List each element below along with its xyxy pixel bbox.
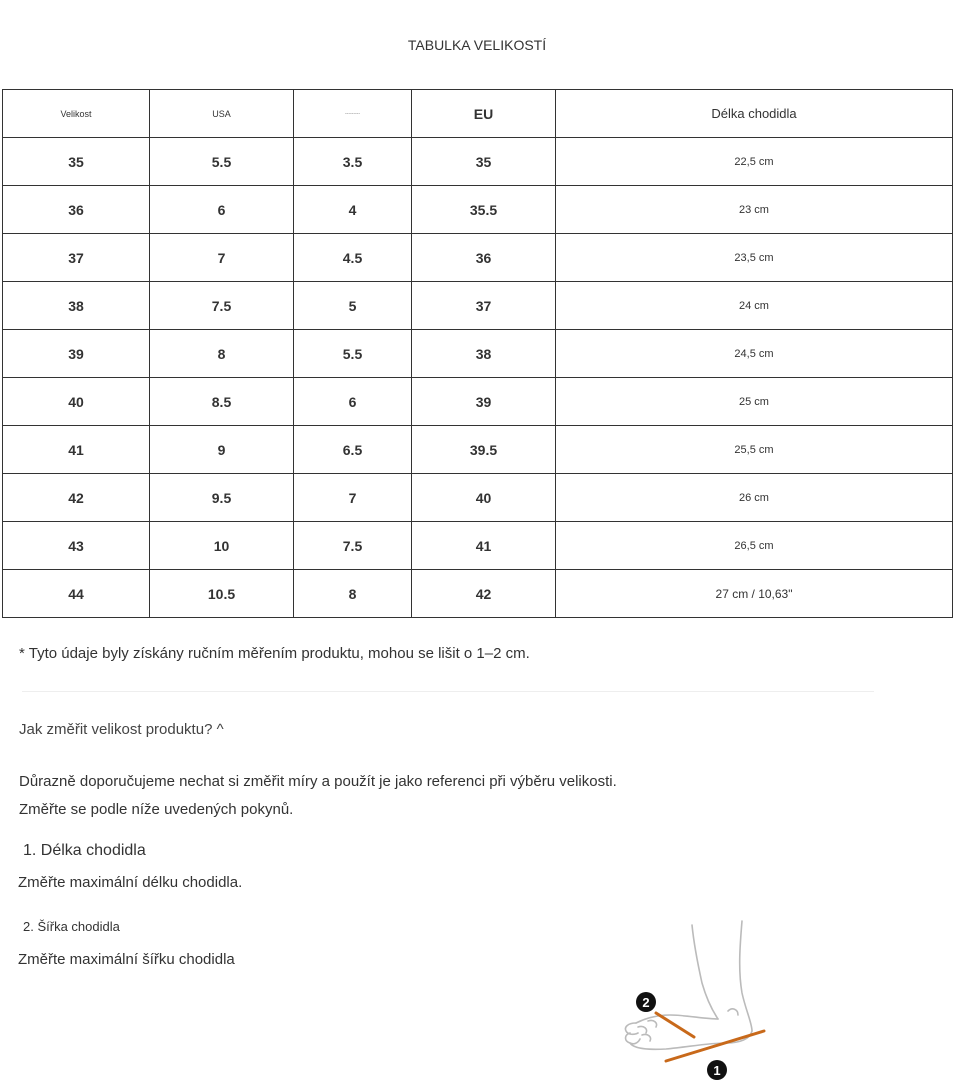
cell-eu: 42 — [412, 570, 556, 618]
instructions-text: Změřte se podle níže uvedených pokynů. — [19, 801, 294, 818]
cell-uk: 6.5 — [294, 426, 412, 474]
cell-eu: 36 — [412, 234, 556, 282]
marker-1-badge — [707, 1060, 727, 1080]
cell-uk: 4.5 — [294, 234, 412, 282]
cell-usa: 10 — [150, 522, 294, 570]
table-row — [3, 522, 953, 570]
recommendation-text: Důrazně doporučujeme nechat si změřit míry a použít je jako referenci při výběru velikosti. — [19, 773, 617, 790]
length-measure-line — [666, 1031, 764, 1061]
header-eu: EU — [412, 90, 556, 138]
cell-size: 40 — [3, 378, 150, 426]
cell-foot-length: 24,5 cm — [556, 330, 953, 378]
cell-eu: 39.5 — [412, 426, 556, 474]
cell-uk: 5 — [294, 282, 412, 330]
cell-eu: 35 — [412, 138, 556, 186]
cell-size: 44 — [3, 570, 150, 618]
cell-eu: 40 — [412, 474, 556, 522]
cell-size: 35 — [3, 138, 150, 186]
measurement-note: * Tyto údaje byly získány ručním měřením produktu, mohou se lišit o 1–2 cm. — [19, 645, 530, 662]
table-header-row — [3, 90, 953, 138]
cell-uk: 3.5 — [294, 138, 412, 186]
size-table — [2, 89, 953, 618]
cell-size: 38 — [3, 282, 150, 330]
cell-foot-length: 23,5 cm — [556, 234, 953, 282]
cell-size: 37 — [3, 234, 150, 282]
table-row — [3, 378, 953, 426]
cell-uk: 5.5 — [294, 330, 412, 378]
cell-eu: 41 — [412, 522, 556, 570]
cell-size: 41 — [3, 426, 150, 474]
cell-foot-length: 26 cm — [556, 474, 953, 522]
section-divider — [22, 691, 874, 692]
cell-size: 36 — [3, 186, 150, 234]
cell-uk: 6 — [294, 378, 412, 426]
foot-measurement-icon — [600, 915, 780, 1083]
cell-usa: 9.5 — [150, 474, 294, 522]
cell-eu: 39 — [412, 378, 556, 426]
cell-uk: 8 — [294, 570, 412, 618]
cell-usa: 7.5 — [150, 282, 294, 330]
cell-uk: 4 — [294, 186, 412, 234]
cell-foot-length: 23 cm — [556, 186, 953, 234]
table-row — [3, 570, 953, 618]
cell-foot-length: 22,5 cm — [556, 138, 953, 186]
header-uk: --------- — [294, 90, 412, 138]
cell-eu: 37 — [412, 282, 556, 330]
cell-foot-length: 27 cm / 10,63" — [556, 570, 953, 618]
step-foot-length-title: 1. Délka chodidla — [23, 842, 146, 859]
how-to-measure-toggle[interactable]: Jak změřit velikost produktu? ^ — [19, 721, 224, 738]
cell-size: 39 — [3, 330, 150, 378]
table-row — [3, 138, 953, 186]
cell-foot-length: 24 cm — [556, 282, 953, 330]
cell-size: 43 — [3, 522, 150, 570]
cell-foot-length: 25,5 cm — [556, 426, 953, 474]
cell-usa: 9 — [150, 426, 294, 474]
cell-usa: 8.5 — [150, 378, 294, 426]
table-row — [3, 186, 953, 234]
cell-usa: 10.5 — [150, 570, 294, 618]
cell-usa: 8 — [150, 330, 294, 378]
header-foot-length: Délka chodidla — [556, 90, 953, 138]
marker-2-badge — [636, 992, 656, 1012]
cell-usa: 6 — [150, 186, 294, 234]
cell-size: 42 — [3, 474, 150, 522]
table-row — [3, 426, 953, 474]
header-usa: USA — [150, 90, 294, 138]
marker-1-label: 1 — [713, 1063, 721, 1078]
cell-usa: 7 — [150, 234, 294, 282]
cell-usa: 5.5 — [150, 138, 294, 186]
page-title: TABULKA VELIKOSTÍ — [407, 37, 547, 53]
cell-eu: 35.5 — [412, 186, 556, 234]
cell-foot-length: 26,5 cm — [556, 522, 953, 570]
marker-2-label: 2 — [642, 995, 650, 1010]
table-row — [3, 474, 953, 522]
header-velikost: Velikost — [3, 90, 150, 138]
step-foot-width-title: 2. Šířka chodidla — [23, 919, 120, 934]
table-row — [3, 330, 953, 378]
cell-foot-length: 25 cm — [556, 378, 953, 426]
step-foot-width-text: Změřte maximální šířku chodidla — [18, 951, 235, 968]
cell-uk: 7 — [294, 474, 412, 522]
cell-uk: 7.5 — [294, 522, 412, 570]
table-row — [3, 234, 953, 282]
step-foot-length-text: Změřte maximální délku chodidla. — [18, 874, 243, 891]
cell-eu: 38 — [412, 330, 556, 378]
table-row — [3, 282, 953, 330]
